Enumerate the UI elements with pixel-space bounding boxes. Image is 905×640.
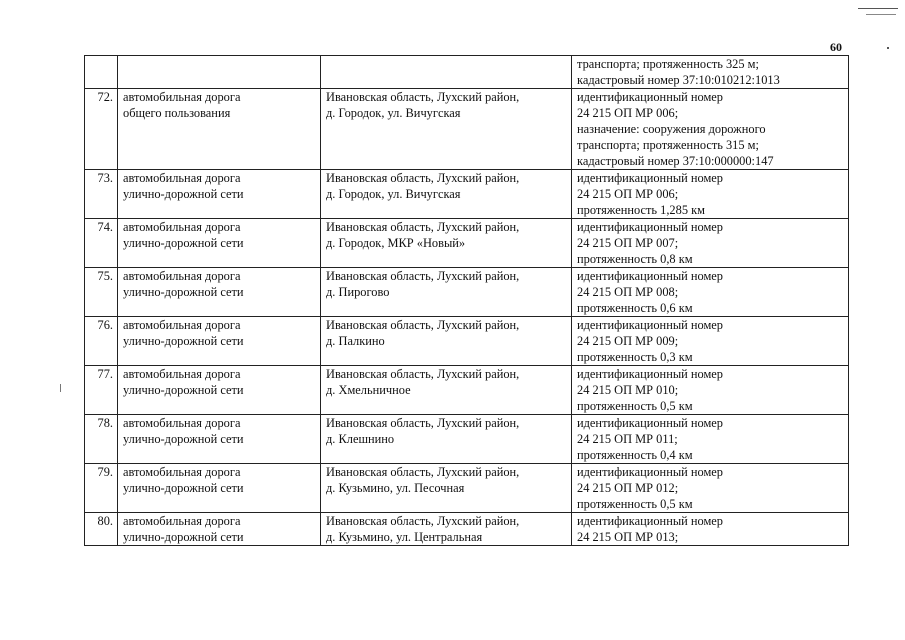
road-details-line: идентификационный номер [577,318,724,332]
road-details-line: 24 215 ОП МР 009; [577,334,679,348]
road-details-cell [572,219,849,268]
road-name-cell [118,56,321,89]
road-address-cell [321,415,572,464]
road-address-line: д. Клешнино [326,432,395,446]
row-number [85,56,118,89]
table-row [85,464,849,513]
row-number: 79. [85,464,118,513]
road-name-line: автомобильная дорога [123,318,241,332]
row-number: 73. [85,170,118,219]
road-address-line: д. Городок, МКР «Новый» [326,236,466,250]
road-address-line: д. Хмельничное [326,383,411,397]
road-name-cell [118,219,321,268]
road-address-line: Ивановская область, Лухский район, [326,220,520,234]
road-name-cell [118,170,321,219]
road-details-cell [572,415,849,464]
road-details-line: идентификационный номер [577,465,724,479]
road-details-line: протяженность 0,3 км [577,350,693,364]
road-name-cell [118,89,321,170]
row-number: 72. [85,89,118,170]
road-name-line: автомобильная дорога [123,465,241,479]
row-number: 78. [85,415,118,464]
road-details-line: протяженность 0,5 км [577,497,693,511]
road-address-line: Ивановская область, Лухский район, [326,416,520,430]
road-address-line: д. Кузьмино, ул. Центральная [326,530,483,544]
road-details-line: протяженность 0,6 км [577,301,693,315]
road-details-line: протяженность 1,285 км [577,203,705,217]
scan-artifact-line [858,8,898,9]
road-details-line: идентификационный номер [577,514,724,528]
road-details-cell [572,513,849,546]
road-address-line: Ивановская область, Лухский район, [326,171,520,185]
road-address-cell [321,366,572,415]
road-address-cell [321,89,572,170]
road-address-cell [321,464,572,513]
road-details-line: идентификационный номер [577,220,724,234]
row-number: 74. [85,219,118,268]
road-address-cell [321,56,572,89]
road-name-line: улично-дорожной сети [123,285,244,299]
road-details-line: 24 215 ОП МР 007; [577,236,679,250]
road-details-line: идентификационный номер [577,90,724,104]
road-name-cell [118,317,321,366]
row-number: 80. [85,513,118,546]
road-details-line: транспорта; протяженность 315 м; [577,138,759,152]
scan-artifact-line [866,14,896,15]
road-name-cell [118,513,321,546]
road-address-line: д. Палкино [326,334,385,348]
road-address-line: д. Городок, ул. Вичугская [326,187,461,201]
road-name-line: автомобильная дорога [123,269,241,283]
road-name-cell [118,464,321,513]
road-name-line: автомобильная дорога [123,171,241,185]
road-name-line: улично-дорожной сети [123,481,244,495]
registry-table-body [85,56,849,546]
road-name-line: улично-дорожной сети [123,432,244,446]
road-details-line: 24 215 ОП МР 010; [577,383,679,397]
table-row [85,219,849,268]
road-name-line: улично-дорожной сети [123,236,244,250]
road-address-line: д. Кузьмино, ул. Песочная [326,481,465,495]
road-details-line: транспорта; протяженность 325 м; [577,57,759,71]
road-details-line: 24 215 ОП МР 006; [577,106,679,120]
road-registry-table [84,55,849,546]
table-row [85,366,849,415]
road-details-line: кадастровый номер 37:10:000000:147 [577,154,774,168]
road-details-cell [572,464,849,513]
scan-artifact-mark [60,384,61,392]
road-name-line: автомобильная дорога [123,220,241,234]
road-address-line: Ивановская область, Лухский район, [326,367,520,381]
row-number: 77. [85,366,118,415]
road-details-line: протяженность 0,5 км [577,399,693,413]
road-details-line: кадастровый номер 37:10:010212:1013 [577,73,780,87]
scan-artifact-dot [887,47,889,49]
road-name-line: автомобильная дорога [123,90,241,104]
road-address-line: Ивановская область, Лухский район, [326,90,520,104]
road-address-line: Ивановская область, Лухский район, [326,465,520,479]
road-name-cell [118,415,321,464]
road-details-cell [572,170,849,219]
road-details-cell [572,89,849,170]
table-row [85,513,849,546]
road-details-line: протяженность 0,8 км [577,252,693,266]
table-row [85,89,849,170]
road-details-line: 24 215 ОП МР 008; [577,285,679,299]
road-name-line: общего пользования [123,106,231,120]
table-row [85,170,849,219]
road-details-line: идентификационный номер [577,171,724,185]
road-name-line: улично-дорожной сети [123,334,244,348]
road-details-cell [572,268,849,317]
road-details-line: 24 215 ОП МР 012; [577,481,679,495]
road-name-line: автомобильная дорога [123,416,241,430]
road-details-line: 24 215 ОП МР 013; [577,530,679,544]
road-address-line: д. Городок, ул. Вичугская [326,106,461,120]
road-address-cell [321,317,572,366]
road-details-line: протяженность 0,4 км [577,448,693,462]
road-details-line: 24 215 ОП МР 011; [577,432,678,446]
row-number: 75. [85,268,118,317]
road-details-cell [572,317,849,366]
road-address-cell [321,513,572,546]
table-row [85,415,849,464]
road-details-line: идентификационный номер [577,367,724,381]
road-address-cell [321,219,572,268]
road-address-line: Ивановская область, Лухский район, [326,318,520,332]
road-name-cell [118,268,321,317]
road-name-line: улично-дорожной сети [123,187,244,201]
road-name-line: улично-дорожной сети [123,530,244,544]
road-details-line: идентификационный номер [577,416,724,430]
road-address-cell [321,170,572,219]
road-details-line: идентификационный номер [577,269,724,283]
page-number: 60 [830,40,842,54]
table-row [85,268,849,317]
road-name-cell [118,366,321,415]
road-details-cell [572,366,849,415]
road-details-line: назначение: сооружения дорожного [577,122,766,136]
road-name-line: улично-дорожной сети [123,383,244,397]
road-address-cell [321,268,572,317]
row-number: 76. [85,317,118,366]
road-address-line: Ивановская область, Лухский район, [326,269,520,283]
table-row [85,317,849,366]
road-name-line: автомобильная дорога [123,514,241,528]
table-row [85,56,849,89]
road-address-line: д. Пирогово [326,285,390,299]
road-name-line: автомобильная дорога [123,367,241,381]
road-details-cell [572,56,849,89]
road-address-line: Ивановская область, Лухский район, [326,514,520,528]
road-details-line: 24 215 ОП МР 006; [577,187,679,201]
